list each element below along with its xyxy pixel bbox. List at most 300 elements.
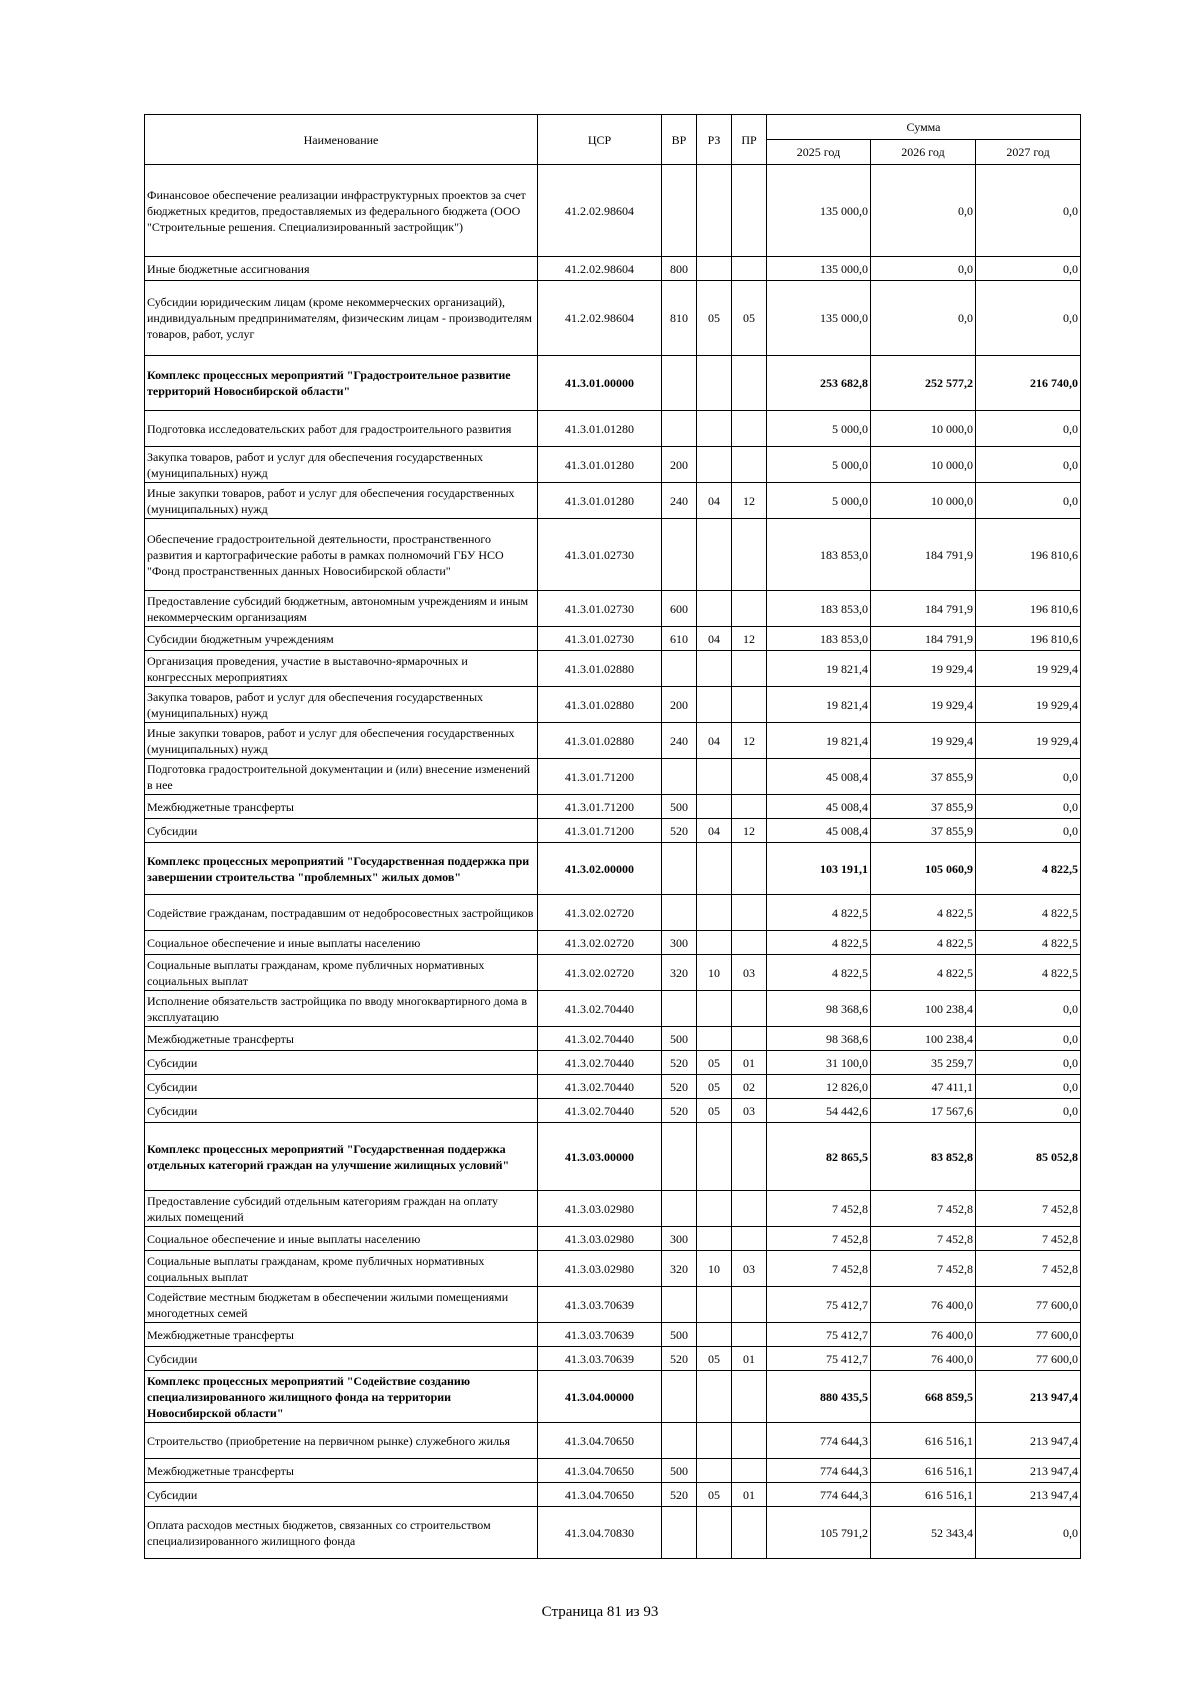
row-value-2026: 47 411,1 (871, 1075, 976, 1099)
row-value-2025: 75 412,7 (767, 1323, 871, 1347)
row-value-2025: 54 442,6 (767, 1099, 871, 1123)
row-name: Иные закупки товаров, работ и услуг для обеспечения государственных (муниципальных) нужд (145, 483, 538, 519)
row-value-2027: 19 929,4 (976, 687, 1081, 723)
row-csr: 41.3.02.70440 (538, 1027, 662, 1051)
table-row (145, 1123, 1081, 1191)
row-value-2025: 31 100,0 (767, 1051, 871, 1075)
row-pr (732, 1287, 767, 1323)
row-value-2026: 76 400,0 (871, 1323, 976, 1347)
row-vr: 240 (662, 723, 697, 759)
row-vr (662, 991, 697, 1027)
row-name: Предоставление субсидий отдельным категориям граждан на оплату жилых помещений (145, 1191, 538, 1227)
row-csr: 41.3.01.02730 (538, 519, 662, 591)
table-row (145, 1051, 1081, 1075)
row-rz (697, 687, 732, 723)
row-rz: 04 (697, 819, 732, 843)
row-name: Содействие гражданам, пострадавшим от недобросовестных застройщиков (145, 895, 538, 931)
row-vr (662, 411, 697, 447)
row-value-2027: 216 740,0 (976, 356, 1081, 411)
row-rz (697, 1423, 732, 1459)
row-csr: 41.3.03.70639 (538, 1323, 662, 1347)
table-row (145, 795, 1081, 819)
row-name: Подготовка исследовательских работ для градостроительного развития (145, 411, 538, 447)
row-value-2026: 7 452,8 (871, 1251, 976, 1287)
row-value-2027: 85 052,8 (976, 1123, 1081, 1191)
row-csr: 41.3.03.02980 (538, 1191, 662, 1227)
row-value-2027: 0,0 (976, 1099, 1081, 1123)
row-pr (732, 843, 767, 895)
header-pr: ПР (732, 115, 767, 165)
row-pr (732, 1459, 767, 1483)
row-csr: 41.3.03.70639 (538, 1287, 662, 1323)
row-rz (697, 1227, 732, 1251)
table-row (145, 257, 1081, 281)
row-pr: 03 (732, 955, 767, 991)
row-name: Подготовка градостроительной документации и (или) внесение изменений в нее (145, 759, 538, 795)
row-vr: 520 (662, 1347, 697, 1371)
row-rz (697, 795, 732, 819)
row-name: Финансовое обеспечение реализации инфраструктурных проектов за счет бюджетных кредитов, предоставляемых из федерального бюджета (ООО "Строительные решения. Специализированный застройщик") (145, 165, 538, 257)
row-vr: 610 (662, 627, 697, 651)
row-vr (662, 1287, 697, 1323)
row-vr: 520 (662, 1075, 697, 1099)
header-csr: ЦСР (538, 115, 662, 165)
row-value-2027: 0,0 (976, 411, 1081, 447)
page-number: Страница 81 из 93 (541, 1604, 659, 1620)
row-csr: 41.3.01.71200 (538, 759, 662, 795)
row-rz: 05 (697, 1099, 732, 1123)
row-value-2027: 213 947,4 (976, 1483, 1081, 1507)
table-row (145, 759, 1081, 795)
row-name: Иные бюджетные ассигнования (145, 257, 538, 281)
row-pr (732, 651, 767, 687)
row-pr: 12 (732, 627, 767, 651)
row-rz (697, 991, 732, 1027)
row-value-2027: 4 822,5 (976, 955, 1081, 991)
row-value-2025: 4 822,5 (767, 931, 871, 955)
row-value-2025: 45 008,4 (767, 819, 871, 843)
row-value-2027: 196 810,6 (976, 519, 1081, 591)
table-row (145, 895, 1081, 931)
row-name: Комплекс процессных мероприятий "Государственная поддержка отдельных категорий граждан на улучшение жилищных условий" (145, 1123, 538, 1191)
table-row (145, 931, 1081, 955)
row-value-2026: 52 343,4 (871, 1507, 976, 1559)
row-value-2027: 4 822,5 (976, 895, 1081, 931)
row-vr (662, 1507, 697, 1559)
row-rz: 05 (697, 1347, 732, 1371)
row-csr: 41.2.02.98604 (538, 257, 662, 281)
row-name: Предоставление субсидий бюджетным, автономным учреждениям и иным некоммерческим организациям (145, 591, 538, 627)
row-value-2026: 10 000,0 (871, 483, 976, 519)
row-value-2027: 7 452,8 (976, 1251, 1081, 1287)
row-value-2027: 77 600,0 (976, 1323, 1081, 1347)
row-name: Межбюджетные трансферты (145, 1323, 538, 1347)
row-vr (662, 895, 697, 931)
row-name: Субсидии юридическим лицам (кроме некоммерческих организаций), индивидуальным предпринимателям, физическим лицам - производителям товаров, работ, услуг (145, 281, 538, 356)
row-csr: 41.3.01.71200 (538, 795, 662, 819)
table-row (145, 627, 1081, 651)
row-value-2027: 19 929,4 (976, 723, 1081, 759)
row-vr: 810 (662, 281, 697, 356)
row-value-2026: 0,0 (871, 257, 976, 281)
row-pr (732, 411, 767, 447)
row-vr: 500 (662, 1027, 697, 1051)
row-value-2027: 77 600,0 (976, 1347, 1081, 1371)
header-rz: РЗ (697, 115, 732, 165)
row-name: Субсидии (145, 1075, 538, 1099)
row-value-2027: 0,0 (976, 759, 1081, 795)
row-vr (662, 843, 697, 895)
row-value-2026: 616 516,1 (871, 1423, 976, 1459)
row-value-2025: 253 682,8 (767, 356, 871, 411)
row-value-2025: 183 853,0 (767, 591, 871, 627)
table-row (145, 991, 1081, 1027)
row-vr: 200 (662, 687, 697, 723)
row-rz (697, 1287, 732, 1323)
row-pr (732, 591, 767, 627)
row-value-2025: 135 000,0 (767, 281, 871, 356)
row-vr: 300 (662, 931, 697, 955)
row-csr: 41.3.03.02980 (538, 1227, 662, 1251)
header-year-2025: 2025 год (767, 140, 871, 165)
row-value-2026: 616 516,1 (871, 1483, 976, 1507)
row-csr: 41.3.04.70650 (538, 1459, 662, 1483)
row-value-2025: 98 368,6 (767, 991, 871, 1027)
row-rz: 05 (697, 1051, 732, 1075)
row-name: Иные закупки товаров, работ и услуг для обеспечения государственных (муниципальных) нужд (145, 723, 538, 759)
row-value-2027: 213 947,4 (976, 1423, 1081, 1459)
row-csr: 41.3.01.02730 (538, 627, 662, 651)
row-value-2026: 105 060,9 (871, 843, 976, 895)
header-year-2026: 2026 год (871, 140, 976, 165)
row-value-2026: 76 400,0 (871, 1347, 976, 1371)
row-rz: 05 (697, 1483, 732, 1507)
row-rz (697, 591, 732, 627)
row-csr: 41.3.04.00000 (538, 1371, 662, 1423)
table-row (145, 591, 1081, 627)
row-value-2025: 5 000,0 (767, 411, 871, 447)
table-row (145, 651, 1081, 687)
row-pr: 12 (732, 723, 767, 759)
row-csr: 41.3.03.70639 (538, 1347, 662, 1371)
row-csr: 41.2.02.98604 (538, 165, 662, 257)
row-name: Субсидии (145, 1483, 538, 1507)
row-pr: 12 (732, 819, 767, 843)
row-rz: 05 (697, 281, 732, 356)
row-name: Комплекс процессных мероприятий "Государственная поддержка при завершении строительства "проблемных" жилых домов" (145, 843, 538, 895)
row-value-2025: 135 000,0 (767, 165, 871, 257)
row-value-2027: 0,0 (976, 257, 1081, 281)
row-value-2026: 0,0 (871, 281, 976, 356)
row-rz (697, 1323, 732, 1347)
row-rz (697, 411, 732, 447)
row-value-2025: 75 412,7 (767, 1287, 871, 1323)
row-rz (697, 356, 732, 411)
table-row (145, 819, 1081, 843)
row-value-2025: 7 452,8 (767, 1191, 871, 1227)
row-vr: 520 (662, 1483, 697, 1507)
row-csr: 41.3.02.00000 (538, 843, 662, 895)
row-rz: 10 (697, 955, 732, 991)
budget-table (144, 114, 1081, 1559)
row-value-2026: 4 822,5 (871, 895, 976, 931)
row-value-2025: 75 412,7 (767, 1347, 871, 1371)
table-row (145, 1287, 1081, 1323)
row-value-2026: 7 452,8 (871, 1227, 976, 1251)
row-pr (732, 165, 767, 257)
row-rz (697, 1459, 732, 1483)
row-pr (732, 519, 767, 591)
row-pr (732, 1323, 767, 1347)
table-row (145, 955, 1081, 991)
row-csr: 41.3.01.01280 (538, 483, 662, 519)
row-value-2026: 17 567,6 (871, 1099, 976, 1123)
table-row (145, 1027, 1081, 1051)
row-csr: 41.3.02.70440 (538, 991, 662, 1027)
row-pr (732, 356, 767, 411)
row-value-2027: 0,0 (976, 483, 1081, 519)
row-value-2026: 37 855,9 (871, 819, 976, 843)
row-value-2026: 10 000,0 (871, 447, 976, 483)
row-vr: 240 (662, 483, 697, 519)
row-pr: 01 (732, 1483, 767, 1507)
row-value-2025: 5 000,0 (767, 447, 871, 483)
row-value-2025: 135 000,0 (767, 257, 871, 281)
row-pr (732, 687, 767, 723)
row-name: Межбюджетные трансферты (145, 795, 538, 819)
row-csr: 41.3.01.02880 (538, 723, 662, 759)
row-value-2026: 252 577,2 (871, 356, 976, 411)
table-row (145, 1483, 1081, 1507)
row-csr: 41.3.01.02730 (538, 591, 662, 627)
row-name: Межбюджетные трансферты (145, 1459, 538, 1483)
row-value-2026: 100 238,4 (871, 991, 976, 1027)
row-rz (697, 895, 732, 931)
table-header (145, 115, 1081, 165)
row-value-2027: 0,0 (976, 1507, 1081, 1559)
row-csr: 41.3.03.02980 (538, 1251, 662, 1287)
row-pr (732, 895, 767, 931)
table-row (145, 1347, 1081, 1371)
row-rz (697, 447, 732, 483)
row-rz (697, 1191, 732, 1227)
row-vr (662, 1123, 697, 1191)
table-row (145, 1099, 1081, 1123)
row-value-2025: 45 008,4 (767, 759, 871, 795)
table-row (145, 1227, 1081, 1251)
row-pr (732, 991, 767, 1027)
row-name: Социальные выплаты гражданам, кроме публичных нормативных социальных выплат (145, 955, 538, 991)
row-vr: 320 (662, 1251, 697, 1287)
row-pr: 01 (732, 1051, 767, 1075)
table-row (145, 1075, 1081, 1099)
table-row (145, 519, 1081, 591)
table-row (145, 1507, 1081, 1559)
row-pr (732, 447, 767, 483)
row-value-2025: 7 452,8 (767, 1251, 871, 1287)
row-name: Социальное обеспечение и иные выплаты населению (145, 931, 538, 955)
row-value-2027: 0,0 (976, 447, 1081, 483)
table-row (145, 1191, 1081, 1227)
table-row (145, 843, 1081, 895)
row-rz (697, 1507, 732, 1559)
row-value-2025: 19 821,4 (767, 687, 871, 723)
row-pr (732, 1123, 767, 1191)
row-name: Организация проведения, участие в выставочно-ярмарочных и конгрессных мероприятиях (145, 651, 538, 687)
table-row (145, 687, 1081, 723)
row-pr: 02 (732, 1075, 767, 1099)
row-pr (732, 931, 767, 955)
table-row (145, 447, 1081, 483)
row-value-2025: 19 821,4 (767, 723, 871, 759)
row-pr: 05 (732, 281, 767, 356)
row-pr (732, 1227, 767, 1251)
row-rz (697, 931, 732, 955)
row-csr: 41.3.01.00000 (538, 356, 662, 411)
row-value-2027: 0,0 (976, 1075, 1081, 1099)
table-row (145, 1423, 1081, 1459)
row-value-2026: 184 791,9 (871, 627, 976, 651)
row-name: Комплекс процессных мероприятий "Содействие созданию специализированного жилищного фонда на территории Новосибирской области" (145, 1371, 538, 1423)
row-name: Межбюджетные трансферты (145, 1027, 538, 1051)
row-vr: 800 (662, 257, 697, 281)
row-csr: 41.3.02.02720 (538, 931, 662, 955)
table-row (145, 1323, 1081, 1347)
row-name: Комплекс процессных мероприятий "Градостроительное развитие территорий Новосибирской области" (145, 356, 538, 411)
row-vr: 200 (662, 447, 697, 483)
row-name: Субсидии (145, 1099, 538, 1123)
row-value-2026: 100 238,4 (871, 1027, 976, 1051)
row-csr: 41.3.04.70650 (538, 1483, 662, 1507)
row-pr (732, 759, 767, 795)
row-rz: 04 (697, 627, 732, 651)
row-value-2027: 213 947,4 (976, 1371, 1081, 1423)
row-value-2027: 4 822,5 (976, 931, 1081, 955)
row-name: Субсидии бюджетным учреждениям (145, 627, 538, 651)
row-csr: 41.3.04.70830 (538, 1507, 662, 1559)
row-value-2026: 668 859,5 (871, 1371, 976, 1423)
table-row (145, 1251, 1081, 1287)
row-value-2027: 196 810,6 (976, 591, 1081, 627)
row-rz (697, 257, 732, 281)
row-value-2025: 105 791,2 (767, 1507, 871, 1559)
row-pr: 12 (732, 483, 767, 519)
row-rz: 05 (697, 1075, 732, 1099)
row-rz (697, 165, 732, 257)
row-csr: 41.3.02.70440 (538, 1075, 662, 1099)
row-rz (697, 759, 732, 795)
row-value-2026: 10 000,0 (871, 411, 976, 447)
row-vr (662, 759, 697, 795)
row-name: Субсидии (145, 1347, 538, 1371)
table-row (145, 411, 1081, 447)
row-name: Социальные выплаты гражданам, кроме публичных нормативных социальных выплат (145, 1251, 538, 1287)
row-value-2026: 616 516,1 (871, 1459, 976, 1483)
row-vr: 520 (662, 1099, 697, 1123)
row-csr: 41.3.02.02720 (538, 895, 662, 931)
row-name: Исполнение обязательств застройщика по вводу многоквартирного дома в эксплуатацию (145, 991, 538, 1027)
row-rz (697, 1371, 732, 1423)
row-rz (697, 651, 732, 687)
row-pr (732, 1027, 767, 1051)
row-csr: 41.2.02.98604 (538, 281, 662, 356)
table-row (145, 356, 1081, 411)
header-name: Наименование (145, 115, 538, 165)
row-value-2025: 19 821,4 (767, 651, 871, 687)
row-name: Оплата расходов местных бюджетов, связанных со строительством специализированного жилищного фонда (145, 1507, 538, 1559)
row-csr: 41.3.02.70440 (538, 1051, 662, 1075)
row-name: Содействие местным бюджетам в обеспечении жилыми помещениями многодетных семей (145, 1287, 538, 1323)
row-value-2026: 35 259,7 (871, 1051, 976, 1075)
row-rz: 04 (697, 723, 732, 759)
row-vr: 520 (662, 819, 697, 843)
row-rz (697, 1027, 732, 1051)
row-value-2025: 7 452,8 (767, 1227, 871, 1251)
row-pr (732, 257, 767, 281)
row-value-2025: 183 853,0 (767, 627, 871, 651)
row-vr: 300 (662, 1227, 697, 1251)
row-vr: 600 (662, 591, 697, 627)
row-value-2025: 5 000,0 (767, 483, 871, 519)
row-value-2025: 45 008,4 (767, 795, 871, 819)
row-value-2027: 0,0 (976, 991, 1081, 1027)
row-value-2025: 774 644,3 (767, 1423, 871, 1459)
table-row (145, 165, 1081, 257)
row-vr (662, 519, 697, 591)
row-csr: 41.3.01.71200 (538, 819, 662, 843)
row-vr: 500 (662, 795, 697, 819)
row-csr: 41.3.01.02880 (538, 651, 662, 687)
row-name: Закупка товаров, работ и услуг для обеспечения государственных (муниципальных) нужд (145, 447, 538, 483)
row-value-2025: 774 644,3 (767, 1459, 871, 1483)
row-value-2026: 19 929,4 (871, 651, 976, 687)
row-csr: 41.3.02.02720 (538, 955, 662, 991)
row-value-2025: 103 191,1 (767, 843, 871, 895)
row-value-2025: 880 435,5 (767, 1371, 871, 1423)
row-name: Социальное обеспечение и иные выплаты населению (145, 1227, 538, 1251)
row-value-2025: 82 865,5 (767, 1123, 871, 1191)
row-value-2027: 7 452,8 (976, 1191, 1081, 1227)
row-csr: 41.3.03.00000 (538, 1123, 662, 1191)
row-name: Закупка товаров, работ и услуг для обеспечения государственных (муниципальных) нужд (145, 687, 538, 723)
row-value-2027: 77 600,0 (976, 1287, 1081, 1323)
table-row (145, 1459, 1081, 1483)
budget-table-sheet (144, 114, 1080, 1559)
row-csr: 41.3.01.01280 (538, 411, 662, 447)
row-pr: 03 (732, 1251, 767, 1287)
row-value-2026: 4 822,5 (871, 931, 976, 955)
row-pr (732, 795, 767, 819)
row-pr (732, 1423, 767, 1459)
row-value-2025: 774 644,3 (767, 1483, 871, 1507)
row-value-2026: 37 855,9 (871, 795, 976, 819)
row-name: Строительство (приобретение на первичном рынке) служебного жилья (145, 1423, 538, 1459)
header-sum: Сумма (767, 115, 1081, 140)
row-csr: 41.3.01.01280 (538, 447, 662, 483)
row-value-2025: 12 826,0 (767, 1075, 871, 1099)
row-value-2025: 98 368,6 (767, 1027, 871, 1051)
row-value-2026: 184 791,9 (871, 591, 976, 627)
table-body (145, 165, 1081, 1559)
row-value-2027: 0,0 (976, 819, 1081, 843)
row-vr (662, 165, 697, 257)
row-rz: 10 (697, 1251, 732, 1287)
row-value-2027: 0,0 (976, 795, 1081, 819)
row-value-2025: 4 822,5 (767, 955, 871, 991)
row-value-2027: 0,0 (976, 1027, 1081, 1051)
row-value-2026: 7 452,8 (871, 1191, 976, 1227)
row-vr: 500 (662, 1459, 697, 1483)
